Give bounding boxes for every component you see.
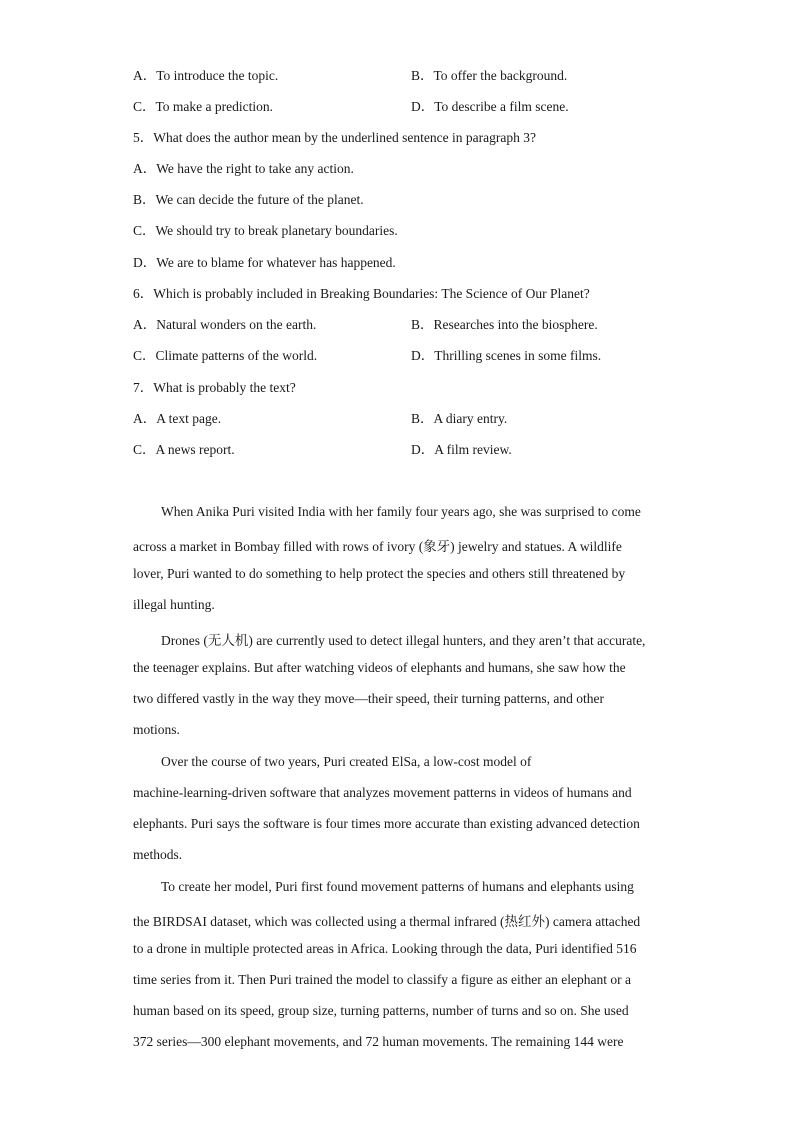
q5-option-a: A．We have the right to take any action.: [133, 161, 354, 176]
q6-option-b: B．Researches into the biosphere.: [411, 317, 598, 332]
passage-line: elephants. Puri says the software is four times more accurate than existing advanced detection: [133, 816, 640, 831]
q6-option-a: A．Natural wonders on the earth.: [133, 317, 317, 332]
q7-option-b: B．A diary entry.: [411, 411, 508, 426]
passage-line: the teenager explains. But after watching videos of elephants and humans, she saw how the: [133, 660, 626, 675]
passage-line: time series from it. Then Puri trained the model to classify a figure as either an elephant or a: [133, 972, 631, 987]
q5-option-c: C．We should try to break planetary boundaries.: [133, 223, 398, 238]
passage-line: the BIRDSAI dataset, which was collected using a thermal infrared (热红外) camera attached: [133, 914, 641, 929]
passage-line: motions.: [133, 722, 180, 737]
q4-option-d: D．To describe a film scene.: [411, 99, 569, 114]
q5-stem: 5．What does the author mean by the underlined sentence in paragraph 3?: [133, 130, 536, 145]
passage-line: illegal hunting.: [133, 597, 215, 612]
q6-stem: 6．Which is probably included in Breaking Boundaries: The Science of Our Planet?: [133, 286, 590, 301]
q7-option-a: A．A text page.: [133, 411, 222, 426]
q6-option-c: C．Climate patterns of the world.: [133, 348, 318, 363]
passage-line: 372 series—300 elephant movements, and 72 human movements. The remaining 144 were: [133, 1034, 624, 1049]
passage-line: machine-learning-driven software that analyzes movement patterns in videos of humans and: [133, 785, 632, 800]
passage-line: two differed vastly in the way they move—their speed, their turning patterns, and other: [133, 691, 604, 706]
passage-line: To create her model, Puri first found movement patterns of humans and elephants using: [161, 879, 634, 894]
passage-line: Over the course of two years, Puri created ElSa, a low-cost model of: [161, 754, 532, 769]
q5-option-d: D．We are to blame for whatever has happened.: [133, 255, 396, 270]
q5-option-b: B．We can decide the future of the planet.: [133, 192, 364, 207]
q4-option-a: A．To introduce the topic.: [133, 68, 279, 83]
passage-line: human based on its speed, group size, turning patterns, number of turns and so on. She used: [133, 1003, 629, 1018]
passage-line: methods.: [133, 847, 183, 862]
passage-line: across a market in Bombay filled with rows of ivory (象牙) jewelry and statues. A wildlife: [133, 539, 622, 554]
q6-option-d: D．Thrilling scenes in some films.: [411, 348, 602, 363]
passage-line: When Anika Puri visited India with her family four years ago, she was surprised to come: [161, 504, 641, 519]
passage-line: lover, Puri wanted to do something to help protect the species and others still threatened by: [133, 566, 626, 581]
q4-option-b: B．To offer the background.: [411, 68, 568, 83]
q7-option-c: C．A news report.: [133, 442, 235, 457]
passage-line: to a drone in multiple protected areas in Africa. Looking through the data, Puri identified 516: [133, 941, 637, 956]
q4-option-c: C．To make a prediction.: [133, 99, 274, 114]
passage-line: Drones (无人机) are currently used to detect illegal hunters, and they aren’t that accurate,: [161, 633, 646, 648]
q7-stem: 7．What is probably the text?: [133, 380, 296, 395]
q7-option-d: D．A film review.: [411, 442, 512, 457]
